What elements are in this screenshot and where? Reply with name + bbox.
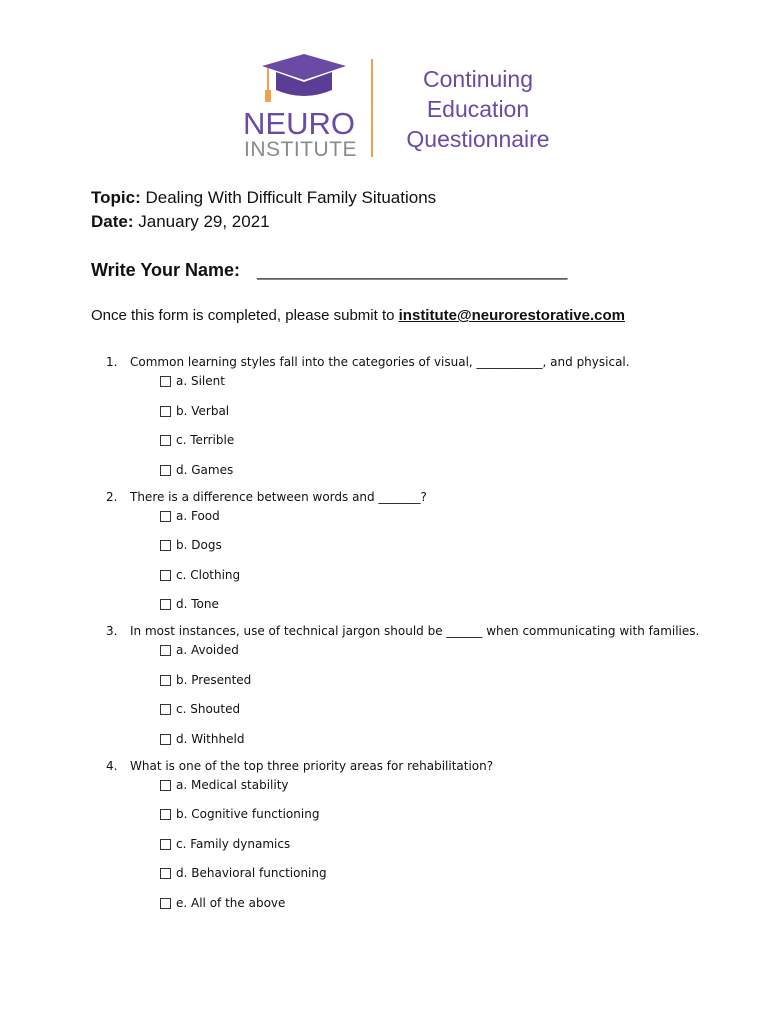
option-label: d. Withheld bbox=[176, 731, 245, 746]
option-3b[interactable] bbox=[106, 672, 706, 702]
brand-subname: INSTITUTE bbox=[244, 138, 357, 161]
document-title bbox=[398, 64, 558, 154]
question-number: 4. bbox=[106, 758, 118, 773]
question-text: In most instances, use of technical jargon should be ______ when communicating with families. bbox=[130, 624, 700, 638]
checkbox-icon[interactable] bbox=[160, 809, 171, 820]
option-3a[interactable] bbox=[106, 642, 706, 672]
question-list bbox=[106, 353, 706, 924]
option-2a[interactable] bbox=[106, 508, 706, 538]
checkbox-icon[interactable] bbox=[160, 465, 171, 476]
option-label: b. Dogs bbox=[176, 538, 222, 552]
checkbox-icon[interactable] bbox=[160, 406, 171, 417]
option-3c[interactable] bbox=[106, 701, 706, 731]
checkbox-icon[interactable] bbox=[160, 511, 171, 522]
option-label: d. Games bbox=[176, 462, 234, 477]
option-label: b. Cognitive functioning bbox=[176, 807, 320, 821]
option-label: a. Food bbox=[176, 508, 220, 523]
option-label: a. Medical stability bbox=[176, 777, 289, 792]
option-label: c. Clothing bbox=[176, 567, 241, 582]
date-line bbox=[91, 210, 436, 234]
header-divider bbox=[371, 59, 373, 157]
checkbox-icon[interactable] bbox=[160, 540, 171, 551]
question-text: Common learning styles fall into the categories of visual, ___________, and physical. bbox=[130, 355, 630, 369]
checkbox-icon[interactable] bbox=[160, 675, 171, 686]
submit-instructions bbox=[91, 307, 625, 324]
name-field[interactable]: _______________________________ bbox=[257, 260, 568, 280]
question-3 bbox=[106, 622, 706, 757]
checkbox-icon[interactable] bbox=[160, 570, 171, 581]
question-1 bbox=[106, 353, 706, 488]
option-label: b. Presented bbox=[176, 672, 252, 687]
option-label: e. All of the above bbox=[176, 895, 286, 910]
checkbox-icon[interactable] bbox=[160, 868, 171, 879]
date-label: Date: bbox=[91, 212, 134, 231]
submit-text: Once this form is completed, please submit to bbox=[91, 307, 399, 324]
checkbox-icon[interactable] bbox=[160, 839, 171, 850]
option-1b[interactable] bbox=[106, 403, 706, 433]
option-1a[interactable] bbox=[106, 373, 706, 403]
option-1d[interactable] bbox=[106, 462, 706, 488]
name-prompt bbox=[91, 260, 567, 281]
option-label: c. Shouted bbox=[176, 702, 241, 716]
checkbox-icon[interactable] bbox=[160, 780, 171, 791]
checkbox-icon[interactable] bbox=[160, 435, 171, 446]
question-text: There is a difference between words and _______? bbox=[130, 489, 427, 504]
option-2b[interactable] bbox=[106, 537, 706, 567]
option-2c[interactable] bbox=[106, 567, 706, 597]
question-2 bbox=[106, 488, 706, 623]
title-line-2: Education bbox=[426, 96, 530, 122]
checkbox-icon[interactable] bbox=[160, 599, 171, 610]
checkbox-icon[interactable] bbox=[160, 645, 171, 656]
submit-email-link[interactable]: institute@neurorestorative.com bbox=[398, 307, 625, 324]
option-label: a. Silent bbox=[176, 374, 225, 388]
option-4c[interactable] bbox=[106, 836, 706, 866]
topic-value: Dealing With Difficult Family Situations bbox=[145, 188, 437, 207]
option-label: d. Tone bbox=[176, 597, 219, 611]
title-line-3: Questionnaire bbox=[406, 126, 550, 152]
title-line-1: Continuing bbox=[423, 66, 533, 92]
question-number: 1. bbox=[106, 355, 118, 369]
option-label: d. Behavioral functioning bbox=[176, 866, 327, 880]
date-value: January 29, 2021 bbox=[138, 212, 270, 231]
brand-name: NEURO bbox=[243, 106, 355, 141]
topic-label: Topic: bbox=[91, 188, 141, 207]
checkbox-icon[interactable] bbox=[160, 898, 171, 909]
meta-block bbox=[91, 186, 436, 234]
checkbox-icon[interactable] bbox=[160, 734, 171, 745]
option-4a[interactable] bbox=[106, 777, 706, 807]
option-3d[interactable] bbox=[106, 731, 706, 757]
graduation-cap-icon bbox=[252, 52, 352, 110]
option-label: b. Verbal bbox=[176, 403, 230, 418]
option-2d[interactable] bbox=[106, 596, 706, 622]
option-4d[interactable] bbox=[106, 865, 706, 895]
checkbox-icon[interactable] bbox=[160, 376, 171, 387]
option-label: a. Avoided bbox=[176, 643, 239, 657]
option-4e[interactable] bbox=[106, 895, 706, 925]
question-4 bbox=[106, 757, 706, 925]
question-number: 2. bbox=[106, 489, 118, 504]
option-label: c. Terrible bbox=[176, 433, 235, 447]
question-text: What is one of the top three priority areas for rehabilitation? bbox=[130, 758, 494, 773]
option-1c[interactable] bbox=[106, 432, 706, 462]
question-number: 3. bbox=[106, 624, 118, 638]
option-label: c. Family dynamics bbox=[176, 836, 291, 851]
checkbox-icon[interactable] bbox=[160, 704, 171, 715]
name-label: Write Your Name: bbox=[91, 260, 241, 280]
topic-line bbox=[91, 186, 436, 210]
option-4b[interactable] bbox=[106, 806, 706, 836]
